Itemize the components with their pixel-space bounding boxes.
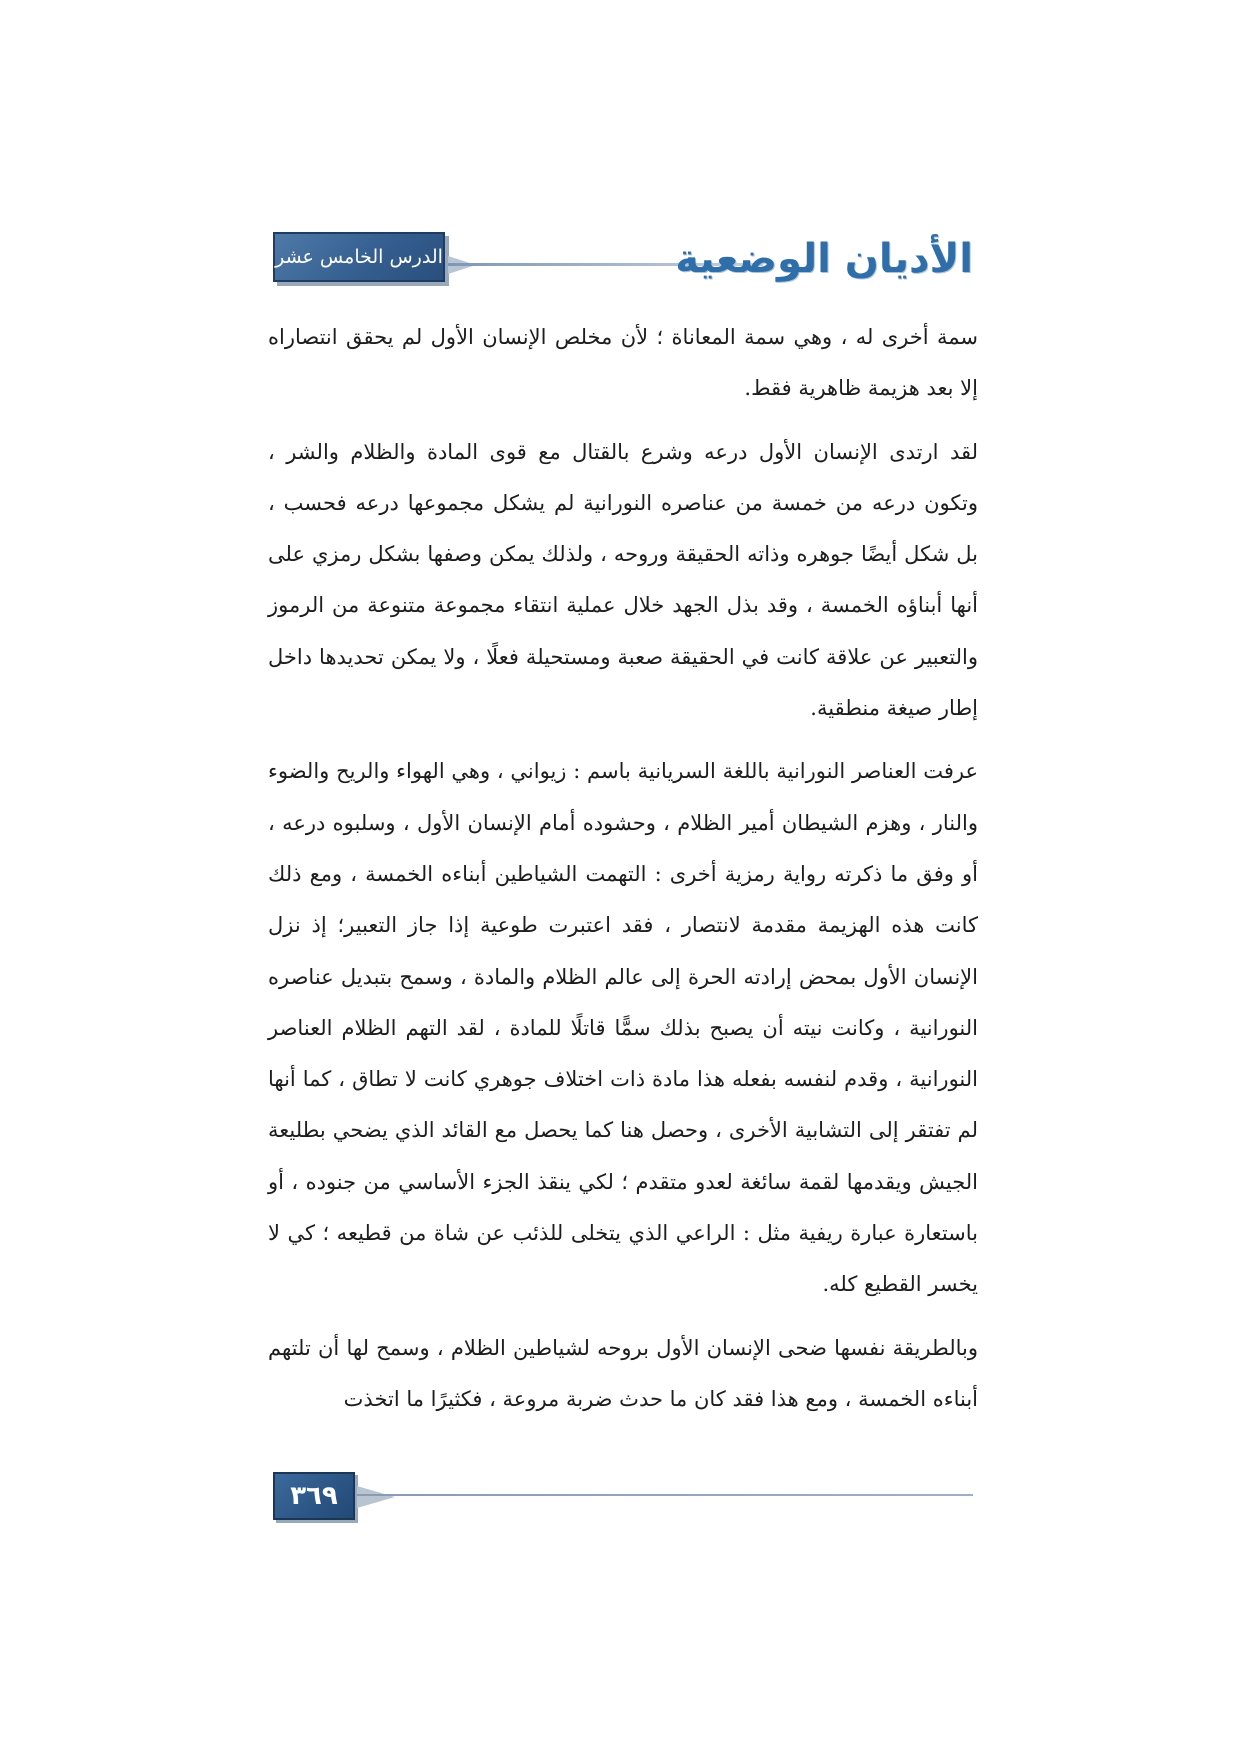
paragraph-4: وبالطريقة نفسها ضحى الإنسان الأول بروحه لشياطين الظلام ، وسمح لها أن تلتهم أبناءه الخمسة ، ومع هذا فقد كان ما حدث ضربة مروعة ، فكثيرًا ما اتخذت: [268, 1335, 978, 1411]
lesson-label: الدرس الخامس عشر: [275, 246, 443, 268]
lesson-badge: [273, 232, 445, 282]
page-header: [273, 230, 973, 288]
book-title: الأديان الوضعية: [675, 236, 973, 282]
footer-wedge-decoration: [357, 1486, 395, 1508]
footer-rule: [357, 1494, 973, 1496]
page-footer: [273, 1472, 973, 1522]
paragraph-2: لقد ارتدى الإنسان الأول درعه وشرع بالقتال مع قوى المادة والظلام والشر ، وتكون درعه من خمسة من عناصره النورانية لم يشكل مجموعها درعه فحسب ، بل شكل أيضًا جوهره وذاته الحقيقة وروحه ، ولذلك يمكن وصفها بشكل رمزي على أنها أبناؤه الخمسة ، وقد بذل الجهد خلال عملية انتقاء مجموعة متنوعة من الرموز والتعبير عن علاقة كانت في الحقيقة صعبة ومستحيلة فعلًا ، ولا يمكن تحديدها داخل إطار صيغة منطقية.: [268, 439, 978, 721]
body-text: [268, 312, 978, 1425]
page-number-badge: [273, 1472, 355, 1520]
page-number: ٣٦٩: [290, 1481, 338, 1511]
paragraph-1: سمة أخرى له ، وهي سمة المعاناة ؛ لأن مخلص الإنسان الأول لم يحقق انتصاراه إلا بعد هزيمة ظاهرية فقط.: [268, 325, 978, 401]
paragraph-3: عرفت العناصر النورانية باللغة السريانية باسم : زيواني ، وهي الهواء والريح والضوء والنار ، وهزم الشيطان أمير الظلام ، وحشوده أمام الإنسان الأول ، وسلبوه درعه ، أو وفق ما ذكرته رواية رمزية أخرى : التهمت الشياطين أبناءه الخمسة ، ومع ذلك كانت هذه الهزيمة مقدمة لانتصار ، فقد اعتبرت طوعية إذا جاز التعبير؛ إذ نزل الإنسان الأول بمحض إرادته الحرة إلى عالم الظلام والمادة ، وسمح بتبديل عناصره النورانية ، وكانت نيته أن يصبح بذلك سمًّا قاتلًا للمادة ، لقد التهم الظلام العناصر النورانية ، وقدم لنفسه بفعله هذا مادة ذات اختلاف جوهري كانت لا تطاق ، كما أنها لم تفتقر إلى التشابية الأخرى ، وحصل هنا كما يحصل مع القائد الذي يضحي بطليعة الجيش ويقدمها لقمة سائغة لعدو متقدم ؛ لكي ينقذ الجزء الأساسي من جنوده ، أو باستعارة عبارة ريفية مثل : الراعي الذي يتخلى للذئب عن شاة من قطيعه ؛ كي لا يخسر القطيع كله.: [268, 759, 978, 1297]
